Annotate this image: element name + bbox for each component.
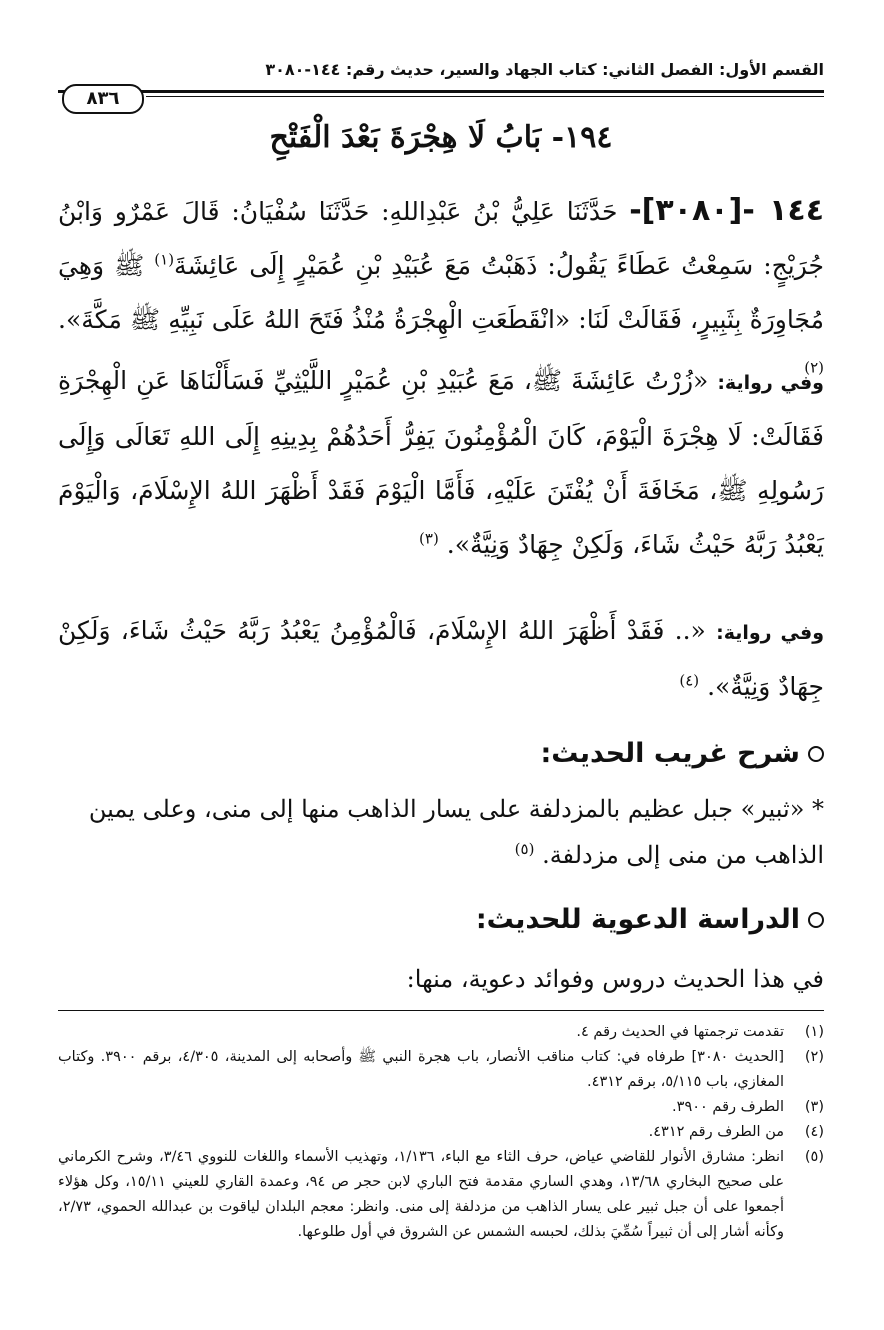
riwaya-label: وفي رواية: — [716, 622, 825, 644]
footnote-ref-1[interactable]: (١) — [154, 250, 175, 269]
gharib-paragraph — [58, 786, 824, 878]
footnote-text: [الحديث ٣٠٨٠] طرفاه في: كتاب مناقب الأنصار، باب هجرة النبي ﷺ وأصحابه إلى المدينة، ٤/٣٠٥، برقم ٣٩٠٠. وكتاب المغازي، باب ٥/١١٥، برقم ٤٣١٢. — [58, 1049, 784, 1090]
footnotes — [58, 1020, 824, 1245]
circle-bullet-icon — [808, 912, 824, 928]
footnote-number: (٣) — [804, 1099, 824, 1115]
footnote-number: (١) — [804, 1024, 824, 1040]
footnote-item — [58, 1020, 824, 1045]
footnote-item — [58, 1045, 824, 1095]
riwaya-2 — [58, 604, 824, 714]
riwaya-text: «زُرْتُ عَائِشَةَ ﷺ، مَعَ عُبَيْدِ بْنِ عُمَيْرٍ اللَّيْثِيِّ فَسَأَلْنَاهَا عَنِ الْهِجْرَةِ فَقَالَتْ: لَا هِجْرَةَ الْيَوْمَ، كَانَ الْمُؤْمِنُونَ يَفِرُّ أَحَدُهُمْ بِدِينِهِ إِلَى اللهِ تَعَالَى وَإِلَى رَسُولِهِ ﷺ، مَخَافَةَ أَنْ يُفْتَنَ عَلَيْهِ، فَأَمَّا الْيَوْمَ فَقَدْ أَظْهَرَ اللهُ الإِسْلَامَ، وَالْيَوْمَ يَعْبُدُ رَبَّهُ حَيْثُ شَاءَ، وَلَكِنْ جِهَادٌ وَنِيَّةٌ». — [58, 366, 824, 559]
header-rule-thin — [146, 96, 824, 97]
footnote-ref-3[interactable]: (٣) — [419, 529, 439, 548]
footnote-ref-4[interactable]: (٤) — [679, 671, 700, 690]
footnote-divider — [58, 1010, 824, 1011]
footnote-ref-2[interactable]: (٢) — [804, 358, 824, 377]
footnote-number: (٤) — [804, 1124, 824, 1140]
page-number: ٨٣٦ — [62, 84, 144, 114]
hadith-number: ١٤٤ -[٣٠٨٠]- — [629, 193, 825, 228]
footnote-item — [58, 1120, 824, 1145]
footnote-text: الطرف رقم ٣٩٠٠. — [672, 1099, 784, 1115]
footnote-text: انظر: مشارق الأنوار للقاضي عياض، حرف الثاء مع الباء، ١/١٣٦، وتهذيب الأسماء واللغات للنووي ٣/٤٦، وشرح الكرماني على صحيح البخاري ١٣/٦٨، وهدي الساري مقدمة فتح الباري لابن حجر ص ٩٤، وعمدة القاري للعيني ١٥/١١، وكل هؤلاء أجمعوا على أن جبل ثبير على يسار الذاهب من مزدلفة إلى منى. وانظر: معجم البلدان لياقوت بن عبدالله الحموي، ٢/٧٣، وكأنه أشار إلى أن ثبيراً سُمِّيَ بذلك، لحبسه الشمس عن الشروق في أول طلوعها. — [58, 1149, 785, 1240]
running-header: القسم الأول: الفصل الثاني: كتاب الجهاد والسير، حديث رقم: ١٤٤-٣٠٨٠ — [265, 60, 824, 79]
footnote-text: تقدمت ترجمتها في الحديث رقم ٤. — [576, 1024, 784, 1040]
footnote-item — [58, 1145, 824, 1245]
riwaya-label: وفي رواية: — [717, 372, 824, 394]
dirasa-intro: في هذا الحديث دروس وفوائد دعوية، منها: — [406, 965, 824, 993]
hadith-text-part1: حَدَّثَنَا عَلِيُّ بْنُ عَبْدِاللهِ: حَدَّثَنَا سُفْيَانُ: قَالَ عَمْرٌو وَابْنُ جُرَيْجٍ: سَمِعْتُ عَطَاءً يَقُولُ: ذَهَبْتُ مَعَ عُبَيْدِ بْنِ عُمَيْرٍ إِلَى عَائِشَةَ — [58, 197, 824, 280]
section-heading-text: شرح غريب الحديث: — [540, 738, 800, 769]
section-heading-dirasa — [58, 904, 824, 935]
circle-bullet-icon — [808, 746, 824, 762]
book-page — [58, 48, 824, 1298]
hadith-text-part2: ﷺ وَهِيَ مُجَاوِرَةٌ بِثَبِيرٍ، فَقَالَتْ لَنَا: «انْقَطَعَتِ الْهِجْرَةُ مُنْذُ فَتَحَ اللهُ عَلَى نَبِيِّهِ ﷺ مَكَّةَ». — [58, 251, 824, 334]
footnote-number: (٢) — [804, 1049, 824, 1065]
footnote-item — [58, 1095, 824, 1120]
chapter-title: ١٩٤- بَابُ لَا هِجْرَةَ بَعْدَ الْفَتْحِ — [269, 120, 613, 155]
section-heading-text: الدراسة الدعوية للحديث: — [475, 904, 800, 935]
footnote-text: من الطرف رقم ٤٣١٢. — [648, 1124, 784, 1140]
footnote-ref-5[interactable]: (٥) — [514, 840, 535, 858]
header-rule — [58, 90, 824, 93]
gharib-text: * «ثبير» جبل عظيم بالمزدلفة على يسار الذاهب منها إلى منى، وعلى يمين الذاهب من منى إلى مزدلفة. — [88, 795, 824, 869]
riwaya-1 — [58, 354, 824, 572]
section-heading-gharib — [58, 738, 824, 769]
riwaya-text: «.. فَقَدْ أَظْهَرَ اللهُ الإِسْلَامَ، فَالْمُؤْمِنُ يَعْبُدُ رَبَّهُ حَيْثُ شَاءَ، وَلَكِنْ جِهَادٌ وَنِيَّةٌ». — [58, 616, 824, 701]
footnote-number: (٥) — [804, 1149, 824, 1165]
